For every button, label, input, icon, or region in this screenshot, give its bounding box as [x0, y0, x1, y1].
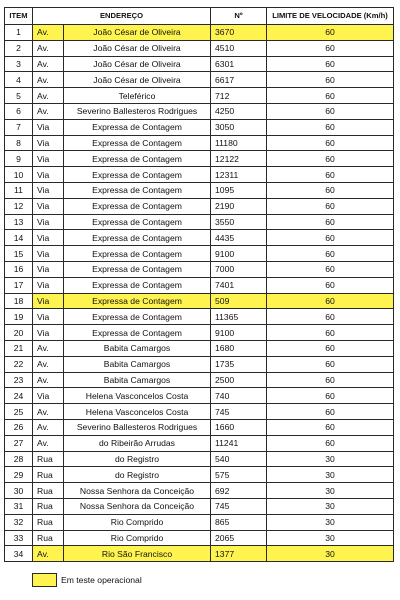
cell-limite: 60	[267, 388, 394, 404]
cell-numero: 509	[211, 293, 267, 309]
cell-item: 24	[5, 388, 33, 404]
cell-item: 23	[5, 372, 33, 388]
cell-tipo: Via	[33, 119, 64, 135]
legend-swatch	[32, 573, 57, 587]
cell-item: 17	[5, 277, 33, 293]
cell-limite: 60	[267, 372, 394, 388]
cell-numero: 745	[211, 404, 267, 420]
cell-endereco: do Ribeirão Arrudas	[64, 435, 211, 451]
table-row	[5, 25, 394, 41]
table-row	[5, 498, 394, 514]
cell-tipo: Av.	[33, 72, 64, 88]
cell-numero: 1680	[211, 340, 267, 356]
cell-tipo: Via	[33, 182, 64, 198]
table-row	[5, 72, 394, 88]
cell-tipo: Via	[33, 246, 64, 262]
legend	[32, 573, 142, 587]
table-header-row	[5, 8, 394, 25]
table-row	[5, 356, 394, 372]
table-row	[5, 483, 394, 499]
cell-numero: 12311	[211, 167, 267, 183]
cell-item: 34	[5, 546, 33, 562]
table-body	[5, 25, 394, 562]
cell-endereco: João César de Oliveira	[64, 72, 211, 88]
cell-numero: 7000	[211, 261, 267, 277]
cell-endereco: Rio São Francisco	[64, 546, 211, 562]
table-row	[5, 135, 394, 151]
cell-numero: 712	[211, 88, 267, 104]
cell-endereco: Babita Camargos	[64, 372, 211, 388]
cell-limite: 30	[267, 514, 394, 530]
cell-item: 12	[5, 198, 33, 214]
cell-tipo: Rua	[33, 514, 64, 530]
cell-item: 21	[5, 340, 33, 356]
cell-numero: 2500	[211, 372, 267, 388]
table-row	[5, 309, 394, 325]
cell-limite: 60	[267, 151, 394, 167]
cell-limite: 60	[267, 340, 394, 356]
table-row	[5, 388, 394, 404]
cell-tipo: Via	[33, 309, 64, 325]
cell-numero: 575	[211, 467, 267, 483]
cell-numero: 6617	[211, 72, 267, 88]
table-row	[5, 435, 394, 451]
cell-endereco: Babita Camargos	[64, 340, 211, 356]
cell-endereco: Expressa de Contagem	[64, 246, 211, 262]
cell-tipo: Av.	[33, 56, 64, 72]
cell-tipo: Av.	[33, 404, 64, 420]
cell-tipo: Via	[33, 198, 64, 214]
cell-limite: 60	[267, 435, 394, 451]
cell-limite: 60	[267, 246, 394, 262]
cell-endereco: Helena Vasconcelos Costa	[64, 388, 211, 404]
cell-limite: 60	[267, 182, 394, 198]
cell-tipo: Via	[33, 325, 64, 341]
cell-numero: 1660	[211, 419, 267, 435]
cell-item: 15	[5, 246, 33, 262]
table-row	[5, 451, 394, 467]
cell-endereco: Severino Ballesteros Rodrigues	[64, 419, 211, 435]
table-row	[5, 167, 394, 183]
cell-limite: 60	[267, 167, 394, 183]
cell-limite: 60	[267, 40, 394, 56]
cell-numero: 3670	[211, 25, 267, 41]
cell-tipo: Av.	[33, 546, 64, 562]
cell-tipo: Av.	[33, 40, 64, 56]
cell-item: 9	[5, 151, 33, 167]
cell-endereco: Expressa de Contagem	[64, 309, 211, 325]
cell-numero: 865	[211, 514, 267, 530]
cell-endereco: Rio Comprido	[64, 530, 211, 546]
cell-tipo: Via	[33, 277, 64, 293]
cell-numero: 11365	[211, 309, 267, 325]
cell-endereco: Expressa de Contagem	[64, 151, 211, 167]
cell-endereco: Babita Camargos	[64, 356, 211, 372]
table-row	[5, 151, 394, 167]
header-endereco: ENDEREÇO	[33, 8, 211, 25]
cell-endereco: Expressa de Contagem	[64, 167, 211, 183]
cell-numero: 692	[211, 483, 267, 499]
cell-item: 10	[5, 167, 33, 183]
cell-item: 3	[5, 56, 33, 72]
table-row	[5, 246, 394, 262]
cell-limite: 60	[267, 25, 394, 41]
cell-item: 27	[5, 435, 33, 451]
cell-tipo: Via	[33, 293, 64, 309]
cell-endereco: Nossa Senhora da Conceição	[64, 498, 211, 514]
cell-endereco: Expressa de Contagem	[64, 325, 211, 341]
header-numero: Nº	[211, 8, 267, 25]
cell-limite: 30	[267, 467, 394, 483]
cell-endereco: João César de Oliveira	[64, 56, 211, 72]
table-row	[5, 56, 394, 72]
cell-tipo: Via	[33, 151, 64, 167]
cell-tipo: Av.	[33, 340, 64, 356]
cell-numero: 6301	[211, 56, 267, 72]
cell-endereco: Helena Vasconcelos Costa	[64, 404, 211, 420]
cell-numero: 1377	[211, 546, 267, 562]
cell-item: 29	[5, 467, 33, 483]
cell-numero: 11180	[211, 135, 267, 151]
cell-item: 2	[5, 40, 33, 56]
cell-item: 22	[5, 356, 33, 372]
cell-endereco: Expressa de Contagem	[64, 293, 211, 309]
cell-endereco: Expressa de Contagem	[64, 277, 211, 293]
cell-item: 16	[5, 261, 33, 277]
cell-limite: 60	[267, 356, 394, 372]
table-row	[5, 103, 394, 119]
table-row	[5, 198, 394, 214]
table-row	[5, 404, 394, 420]
cell-endereco: Nossa Senhora da Conceição	[64, 483, 211, 499]
cell-tipo: Rua	[33, 530, 64, 546]
cell-item: 26	[5, 419, 33, 435]
cell-tipo: Rua	[33, 467, 64, 483]
cell-limite: 30	[267, 483, 394, 499]
table-row	[5, 325, 394, 341]
cell-limite: 60	[267, 325, 394, 341]
cell-numero: 540	[211, 451, 267, 467]
table-row	[5, 514, 394, 530]
table-row	[5, 214, 394, 230]
cell-endereco: Rio Comprido	[64, 514, 211, 530]
cell-limite: 60	[267, 72, 394, 88]
cell-numero: 4510	[211, 40, 267, 56]
cell-limite: 60	[267, 293, 394, 309]
cell-item: 32	[5, 514, 33, 530]
table-row	[5, 261, 394, 277]
cell-numero: 3550	[211, 214, 267, 230]
table-row	[5, 277, 394, 293]
cell-item: 28	[5, 451, 33, 467]
cell-limite: 60	[267, 404, 394, 420]
cell-limite: 30	[267, 451, 394, 467]
speed-limit-table-container	[4, 7, 393, 562]
cell-numero: 1095	[211, 182, 267, 198]
cell-numero: 1735	[211, 356, 267, 372]
cell-numero: 2190	[211, 198, 267, 214]
cell-limite: 60	[267, 214, 394, 230]
cell-tipo: Via	[33, 261, 64, 277]
table-row	[5, 119, 394, 135]
table-row	[5, 293, 394, 309]
cell-numero: 11241	[211, 435, 267, 451]
cell-limite: 60	[267, 230, 394, 246]
table-row	[5, 546, 394, 562]
cell-item: 5	[5, 88, 33, 104]
cell-tipo: Via	[33, 214, 64, 230]
cell-limite: 60	[267, 119, 394, 135]
cell-item: 25	[5, 404, 33, 420]
cell-numero: 740	[211, 388, 267, 404]
cell-limite: 60	[267, 56, 394, 72]
cell-tipo: Av.	[33, 419, 64, 435]
header-limite: LIMITE DE VELOCIDADE (Km/h)	[267, 8, 394, 25]
cell-tipo: Rua	[33, 451, 64, 467]
cell-numero: 2065	[211, 530, 267, 546]
cell-item: 31	[5, 498, 33, 514]
cell-tipo: Av.	[33, 372, 64, 388]
cell-numero: 745	[211, 498, 267, 514]
cell-numero: 4435	[211, 230, 267, 246]
cell-endereco: Expressa de Contagem	[64, 135, 211, 151]
cell-endereco: Expressa de Contagem	[64, 198, 211, 214]
cell-limite: 60	[267, 103, 394, 119]
cell-limite: 60	[267, 88, 394, 104]
cell-item: 19	[5, 309, 33, 325]
cell-tipo: Via	[33, 230, 64, 246]
cell-numero: 9100	[211, 325, 267, 341]
cell-limite: 30	[267, 498, 394, 514]
cell-limite: 60	[267, 261, 394, 277]
cell-endereco: João César de Oliveira	[64, 25, 211, 41]
table-row	[5, 419, 394, 435]
cell-tipo: Via	[33, 388, 64, 404]
cell-limite: 30	[267, 546, 394, 562]
table-row	[5, 230, 394, 246]
cell-endereco: Expressa de Contagem	[64, 119, 211, 135]
cell-endereco: do Registro	[64, 451, 211, 467]
cell-item: 7	[5, 119, 33, 135]
cell-tipo: Via	[33, 167, 64, 183]
cell-numero: 3050	[211, 119, 267, 135]
cell-limite: 60	[267, 135, 394, 151]
cell-numero: 12122	[211, 151, 267, 167]
table-row	[5, 530, 394, 546]
table-row	[5, 40, 394, 56]
cell-numero: 7401	[211, 277, 267, 293]
cell-numero: 9100	[211, 246, 267, 262]
table-row	[5, 88, 394, 104]
cell-item: 11	[5, 182, 33, 198]
legend-label: Em teste operacional	[61, 575, 142, 585]
cell-endereco: do Registro	[64, 467, 211, 483]
cell-item: 1	[5, 25, 33, 41]
cell-numero: 4250	[211, 103, 267, 119]
cell-endereco: Expressa de Contagem	[64, 230, 211, 246]
table-row	[5, 372, 394, 388]
table-row	[5, 467, 394, 483]
cell-item: 30	[5, 483, 33, 499]
cell-item: 8	[5, 135, 33, 151]
cell-limite: 60	[267, 419, 394, 435]
cell-endereco: João César de Oliveira	[64, 40, 211, 56]
cell-tipo: Av.	[33, 356, 64, 372]
cell-tipo: Av.	[33, 103, 64, 119]
cell-tipo: Av.	[33, 435, 64, 451]
table-row	[5, 182, 394, 198]
cell-item: 13	[5, 214, 33, 230]
cell-item: 20	[5, 325, 33, 341]
cell-tipo: Via	[33, 135, 64, 151]
header-item: ITEM	[5, 8, 33, 25]
cell-item: 33	[5, 530, 33, 546]
cell-endereco: Expressa de Contagem	[64, 214, 211, 230]
cell-endereco: Teleférico	[64, 88, 211, 104]
cell-limite: 60	[267, 198, 394, 214]
cell-item: 6	[5, 103, 33, 119]
cell-tipo: Av.	[33, 25, 64, 41]
cell-endereco: Severino Ballesteros Rodrigues	[64, 103, 211, 119]
cell-endereco: Expressa de Contagem	[64, 261, 211, 277]
cell-tipo: Rua	[33, 498, 64, 514]
cell-endereco: Expressa de Contagem	[64, 182, 211, 198]
speed-limit-table	[4, 7, 394, 562]
cell-tipo: Rua	[33, 483, 64, 499]
cell-limite: 60	[267, 309, 394, 325]
cell-item: 14	[5, 230, 33, 246]
cell-tipo: Av.	[33, 88, 64, 104]
cell-item: 18	[5, 293, 33, 309]
cell-limite: 60	[267, 277, 394, 293]
table-row	[5, 340, 394, 356]
cell-limite: 30	[267, 530, 394, 546]
cell-item: 4	[5, 72, 33, 88]
